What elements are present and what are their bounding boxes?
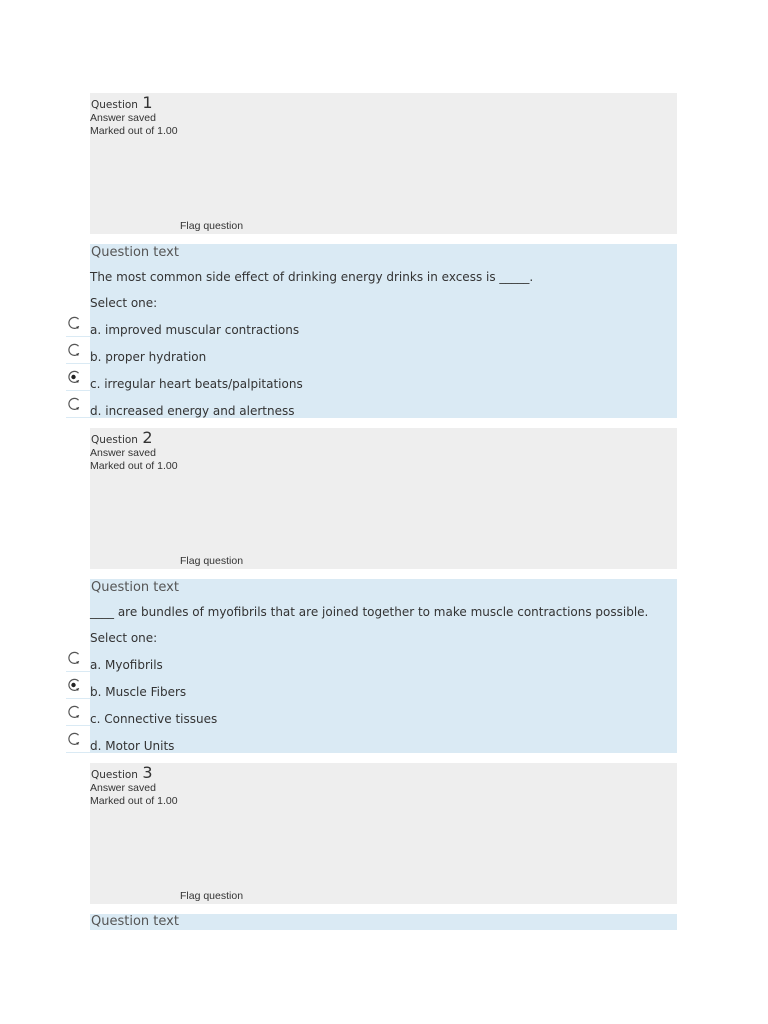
question-content-2 (90, 579, 677, 753)
radio-edge (77, 408, 79, 410)
option-divider (66, 336, 90, 337)
radio-edge (77, 662, 79, 664)
question-info-2 (90, 428, 677, 569)
radio-option-b[interactable] (67, 343, 81, 357)
radio-edge (77, 689, 79, 691)
radio-edge (77, 743, 79, 745)
radio-selected-dot (71, 683, 75, 687)
grade-info: Marked out of 1.00 (90, 125, 178, 137)
option-divider (66, 390, 90, 391)
question-content-1 (90, 244, 677, 418)
grade-info: Marked out of 1.00 (90, 460, 178, 472)
radio-option-d[interactable] (67, 732, 81, 746)
radio-option-c[interactable] (67, 370, 81, 384)
radio-edge (77, 354, 79, 356)
question-label: Question (91, 99, 138, 111)
option-divider (66, 752, 90, 753)
question-number: 1 (142, 93, 153, 112)
flag-question-link[interactable]: Flag question (180, 890, 244, 902)
answer-option-a[interactable]: a. improved muscular contractions (90, 323, 300, 337)
question-label: Question (91, 769, 138, 781)
radio-option-d[interactable] (67, 397, 81, 411)
option-divider (66, 698, 90, 699)
radio-option-a[interactable] (67, 316, 81, 330)
flag-question-link[interactable]: Flag question (180, 220, 244, 232)
answer-state: Answer saved (90, 782, 156, 794)
question-label: Question (91, 434, 138, 446)
answer-option-c[interactable]: c. irregular heart beats/palpitations (90, 377, 303, 391)
radio-edge (77, 716, 79, 718)
select-one-prompt: Select one: (90, 296, 158, 310)
select-one-prompt: Select one: (90, 631, 158, 645)
question-text: The most common side effect of drinking energy drinks in excess is _____. (90, 270, 534, 284)
radio-edge (77, 381, 79, 383)
grade-info: Marked out of 1.00 (90, 795, 178, 807)
question-text-heading: Question text (91, 245, 179, 260)
flag-question-link[interactable]: Flag question (180, 555, 244, 567)
answer-option-d[interactable]: d. increased energy and alertness (90, 404, 295, 418)
answer-option-b[interactable]: b. proper hydration (90, 350, 207, 364)
question-number: 3 (142, 763, 153, 782)
radio-option-b[interactable] (67, 678, 81, 692)
question-text-heading: Question text (91, 914, 179, 929)
question-text: ____ are bundles of myofibrils that are joined together to make muscle contractions possible. (90, 605, 649, 619)
radio-selected-dot (71, 375, 75, 379)
question-number: 2 (142, 428, 153, 447)
radio-option-a[interactable] (67, 651, 81, 665)
answer-option-d[interactable]: d. Motor Units (90, 739, 175, 753)
question-text-heading: Question text (91, 580, 179, 595)
radio-option-c[interactable] (67, 705, 81, 719)
answer-option-c[interactable]: c. Connective tissues (90, 712, 218, 726)
question-info-1 (90, 93, 677, 234)
answer-option-a[interactable]: a. Myofibrils (90, 658, 163, 672)
option-divider (66, 363, 90, 364)
option-divider (66, 417, 90, 418)
radio-edge (77, 327, 79, 329)
answer-state: Answer saved (90, 447, 156, 459)
option-divider (66, 671, 90, 672)
answer-state: Answer saved (90, 112, 156, 124)
answer-option-b[interactable]: b. Muscle Fibers (90, 685, 187, 699)
option-divider (66, 725, 90, 726)
question-content-3 (90, 914, 677, 930)
question-info-3 (90, 763, 677, 904)
